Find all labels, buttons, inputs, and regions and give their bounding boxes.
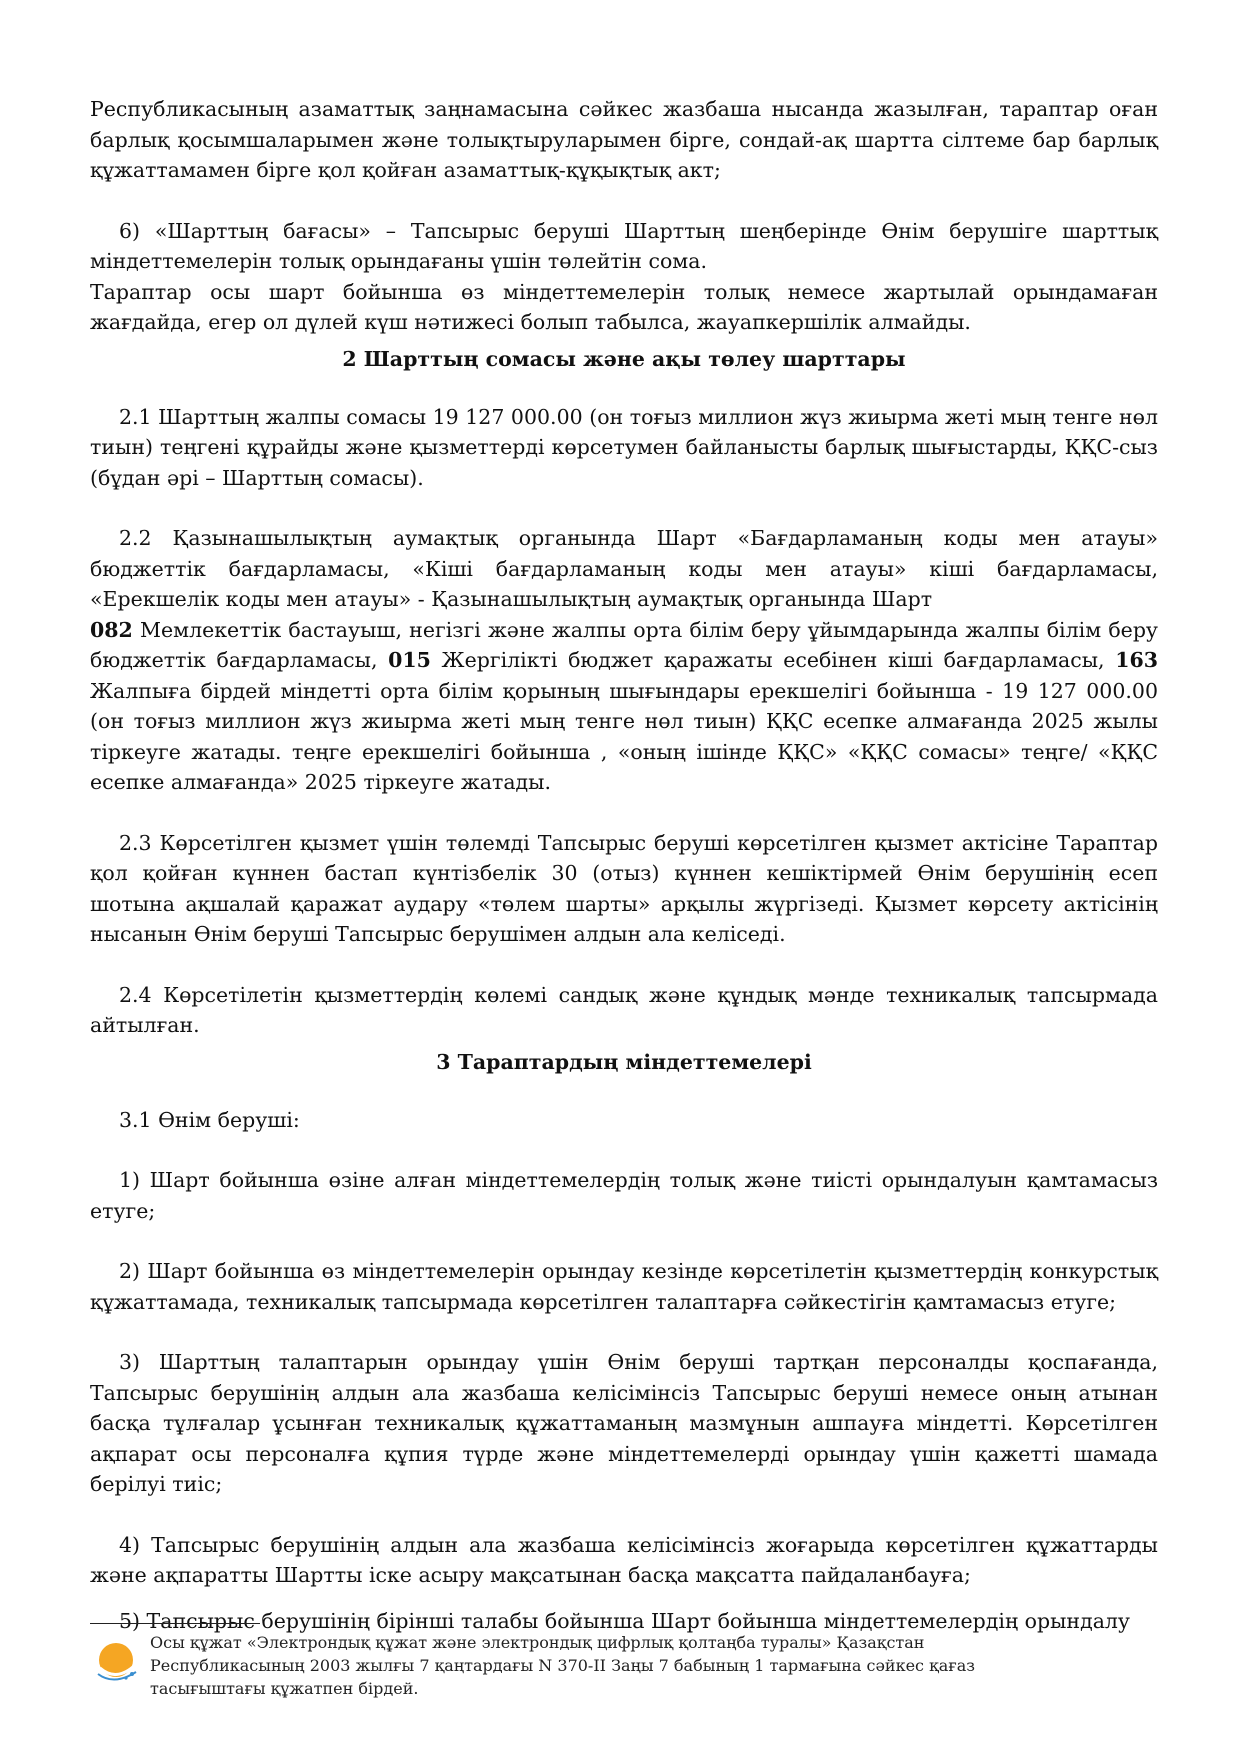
paragraph-2-2-budget [90, 615, 1158, 798]
section-heading-3: 3 Тараптардың міндеттемелері [436, 1049, 812, 1074]
paragraph-contract-price: 6) «Шарттың бағасы» – Тапсырыс беруші Шарттың шеңберінде Өнім берушіге шарттық міндеттемелерін толық орындағаны үшін төлейтін сома. [90, 218, 1158, 273]
document-body [90, 94, 1158, 1621]
paragraph-2-2: 2.2 Қазынашылықтың аумақтық органында Шарт «Бағдарламаның коды мен атауы» бюджеттік бағдарламасы, «Кіші бағдарламаның коды мен атауы» кіші бағдарламасы, «Ерекшелік коды мен атауы» - Қазынашылықтың аумақтық органында Шарт [90, 526, 1158, 611]
budget-program-text: Мемлекеттік бастауыш, негізгі және жалпы орта білім беру ұйымдарында жалпы білім беру бюджеттік бағдарламасы, [90, 617, 1158, 672]
subprogram-text: Жергілікті бюджет қаражаты есебінен кіші бағдарламасы, [430, 648, 1116, 672]
paragraph-2-3: 2.3 Көрсетілген қызмет үшін төлемді Тапсырыс беруші көрсетілген қызмет актісіне Тараптар қол қойған күннен бастап күнтізбелік 30 (отыз) күннен кешіктірмей Өнім берушінің есеп шотына ақшалай қаражат аудару «төлем шарты» арқылы жүргізеді. Қызмет көрсету актісінің нысанын Өнім беруші Тапсырыс берушімен алдын ала келіседі. [90, 830, 1158, 946]
specifics-text: Жалпыға бірдей міндетті орта білім қорының шығындары ерекшелігі бойынша - 19 127 000.00 (он тоғыз миллион жүз жиырма жеті мың тенге нөл тиын) ҚҚС есепке алмағанда 2025 жылы тіркеуге жатады. теңге ерекшелігі бойынша , «оның ішінде ҚҚС» «ҚҚС сомасы» теңге/ «ҚҚС есепке алмағанда» 2025 тіркеуге жатады. [90, 678, 1158, 794]
paragraph-2-1: 2.1 Шарттың жалпы сомасы 19 127 000.00 (он тоғыз миллион жүз жиырма жеті мың тенге нөл тиын) теңгені құрайды және қызметтерді көрсетумен байланысты барлық шығыстарды, ҚҚС-сыз (бұдан әрі – Шарттың сомасы). [90, 404, 1158, 490]
specifics-code: 163 [1115, 648, 1158, 672]
subprogram-code: 015 [388, 648, 431, 672]
paragraph-3-1-3: 3) Шарттың талаптарын орындау үшін Өнім беруші тартқан персоналды қоспағанда, Тапсырыс берушінің алдын ала жазбаша келісімінсіз Тапсырыс беруші немесе оның атынан басқа тұлғалар ұсынған техникалық құжаттаманың мазмұнын ашпауға міндетті. Көрсетілген ақпарат осы персоналға құпия түрде және міндеттемелерді орындау үшін қажетті шамада берілуі тиіс; [90, 1350, 1158, 1496]
budget-program-code: 082 [90, 617, 133, 642]
paragraph-3-1: 3.1 Өнім беруші: [119, 1107, 300, 1132]
paragraph-force-majeure: Тараптар осы шарт бойынша өз міндеттемелерін толық немесе жартылай орындамаған жағдайда, егер ол дүлей күш нәтижесі болып табылса, жауапкершілік алмайды. [90, 279, 1158, 334]
paragraph-civil-act: Республикасының азаматтық заңнамасына сәйкес жазбаша нысанда жазылған, тараптар оған барлық қосымшаларымен және толықтыруларымен бірге, сондай-ақ шартта сілтеме бар барлық құжаттамамен бірге қол қойған азаматтық-құқықтық акт; [90, 97, 1158, 182]
paragraph-3-1-5: 5) Тапсырыс берушінің бірінші талабы бойынша Шарт бойынша міндеттемелердің орындалу [119, 1609, 1130, 1633]
footer-note: Осы құжат «Электрондық құжат және электрондық цифрлық қолтаңба туралы» Қазақстан Республикасының 2003 жылғы 7 қаңтардағы N 370-II Заңы 7 бабының 1 тармағына сәйкес қағаз тасығыштағы құжатпен бірдей. [150, 1633, 975, 1698]
paragraph-2-4: 2.4 Көрсетілетін қызметтердің көлемі сандық және құндық мәнде техникалық тапсырмада айтылған. [90, 982, 1158, 1037]
section-heading-2: 2 Шарттың сомасы және ақы төлеу шарттары [342, 346, 906, 371]
paragraph-3-1-1: 1) Шарт бойынша өзіне алған міндеттемелердің толық және тиісті орындалуын қамтамасыз етуге; [90, 1168, 1158, 1223]
egov-sun-logo-icon [94, 1638, 140, 1684]
paragraph-3-1-4: 4) Тапсырыс берушінің алдын ала жазбаша келісімінсіз жоғарыда көрсетілген құжаттарды және ақпаратты Шартты іске асыру мақсатынан басқа мақсатта пайдаланбауға; [90, 1532, 1158, 1587]
footer-divider [90, 1623, 260, 1624]
paragraph-3-1-2: 2) Шарт бойынша өз міндеттемелерін орындау кезінде көрсетілетін қызметтердің конкурстық құжаттамада, техникалық тапсырмада көрсетілген талаптарға сәйкестігін қамтамасыз етуге; [90, 1259, 1158, 1314]
